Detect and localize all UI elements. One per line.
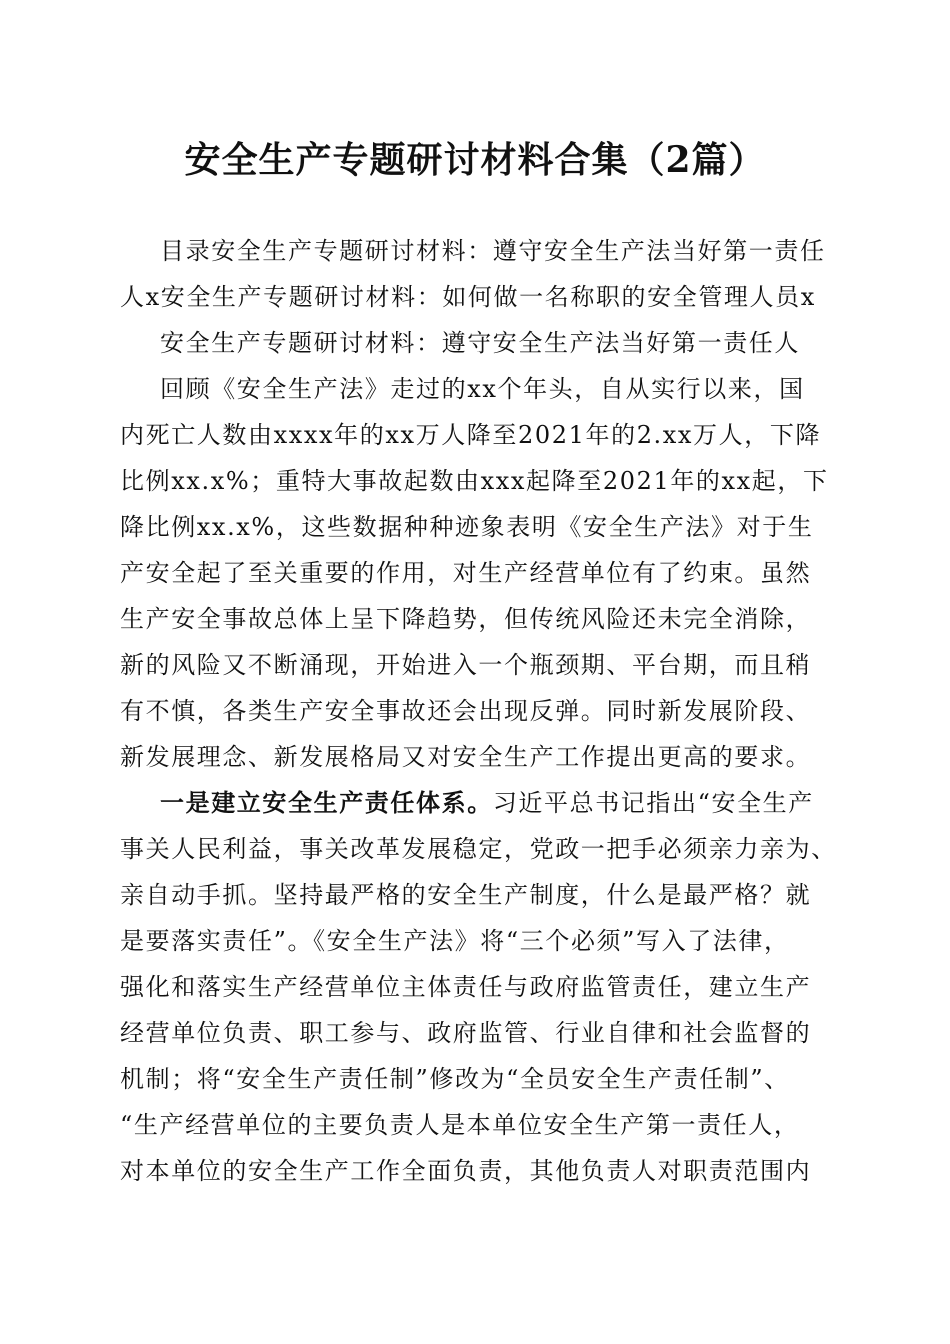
toc-line-1: 目录安全生产专题研讨材料：遵守安全生产法当好第一责任: [160, 237, 826, 265]
paragraph-line: 比例xx.x%；重特大事故起数由xxx起降至2021年的xx起，下: [120, 467, 829, 495]
paragraph-line-first: [160, 788, 814, 818]
paragraph-line: 经营单位负责、职工参与、政府监管、行业自律和社会监督的: [120, 1019, 812, 1047]
section-heading: 安全生产专题研讨材料：遵守安全生产法当好第一责任人: [160, 329, 800, 357]
paragraph-line: 产安全起了至关重要的作用，对生产经营单位有了约束。虽然: [120, 559, 812, 587]
document-title: 安全生产专题研讨材料合集（2篇）: [184, 139, 766, 181]
paragraph-line: 亲自动手抓。坚持最严格的安全生产制度，什么是最严格？就: [120, 881, 812, 909]
paragraph-line: 降比例xx.x%，这些数据种种迹象表明《安全生产法》对于生: [120, 513, 814, 541]
paragraph-line: 机制；将“安全生产责任制”修改为“全员安全生产责任制”、: [120, 1065, 790, 1093]
paragraph-line: 新发展理念、新发展格局又对安全生产工作提出更高的要求。: [120, 743, 812, 771]
paragraph-line: 对本单位的安全生产工作全面负责，其他负责人对职责范围内: [120, 1157, 812, 1185]
paragraph-line: 是要落实责任”。《安全生产法》将“三个必须”写入了法律，: [120, 927, 790, 955]
paragraph-line: “生产经营单位的主要负责人是本单位安全生产第一责任人，: [120, 1111, 800, 1139]
paragraph-line: 回顾《安全生产法》走过的xx个年头，自从实行以来，国: [160, 375, 805, 403]
paragraph-line: 生产安全事故总体上呈下降趋势，但传统风险还未完全消除，: [120, 605, 812, 633]
point-text: 习近平总书记指出“安全生产: [492, 789, 814, 817]
paragraph-line: 内死亡人数由xxxx年的xx万人降至2021年的2.xx万人，下降: [120, 421, 822, 449]
paragraph-line: 事关人民利益，事关改革发展稳定，党政一把手必须亲力亲为、: [120, 835, 837, 863]
toc-line-2: 人x安全生产专题研讨材料：如何做一名称职的安全管理人员x: [120, 283, 816, 311]
paragraph-line: 新的风险又不断涌现，开始进入一个瓶颈期、平台期，而且稍: [120, 651, 812, 679]
paragraph-line: 强化和落实生产经营单位主体责任与政府监管责任，建立生产: [120, 973, 812, 1001]
paragraph-line: 有不慎，各类生产安全事故还会出现反弹。同时新发展阶段、: [120, 697, 812, 725]
point-heading: 一是建立安全生产责任体系。: [160, 788, 493, 817]
